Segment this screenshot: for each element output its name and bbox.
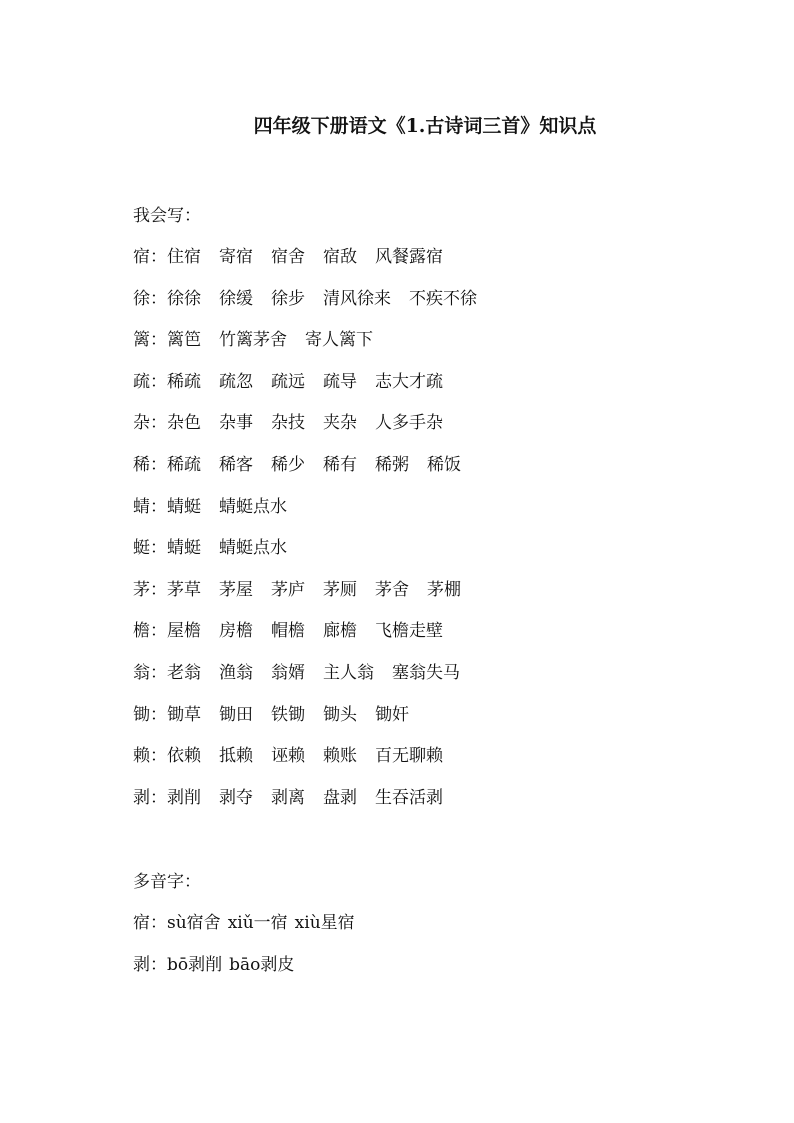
vocabulary-word: 稀粥 — [375, 455, 409, 475]
row-character: 檐 — [133, 621, 150, 642]
row-words — [167, 411, 443, 435]
vocabulary-word: 蜻蜓点水 — [219, 496, 287, 517]
row-words — [167, 495, 287, 519]
vocabulary-word: 稀客 — [219, 455, 253, 475]
vocabulary-word: 塞翁失马 — [392, 663, 460, 683]
word-row — [133, 287, 477, 311]
word-row — [133, 370, 443, 394]
row-colon: ： — [150, 371, 167, 392]
vocabulary-word: 茅庐 — [271, 579, 305, 600]
vocabulary-word: 稀饭 — [427, 455, 461, 475]
vocabulary-word: 徐缓 — [219, 288, 253, 309]
row-character: 疏 — [133, 371, 150, 392]
word-row — [133, 786, 443, 810]
row-colon: ： — [150, 954, 167, 975]
vocabulary-word: 风餐露宿 — [375, 247, 443, 267]
vocabulary-word: 茅厕 — [323, 579, 357, 600]
row-colon: ： — [150, 455, 167, 475]
vocabulary-word: 宿敌 — [323, 247, 357, 267]
vocabulary-word: 剥夺 — [219, 787, 253, 808]
vocabulary-word: 飞檐走壁 — [375, 621, 443, 642]
vocabulary-word: 蜻蜓点水 — [219, 538, 287, 559]
vocabulary-word: 茅草 — [167, 579, 201, 600]
vocabulary-word: 住宿 — [167, 247, 201, 267]
row-character: 翁 — [133, 663, 150, 683]
vocabulary-word: 夹杂 — [323, 413, 357, 434]
vocabulary-word: 竹篱茅舍 — [219, 330, 287, 351]
vocabulary-word: 稀有 — [323, 455, 357, 475]
vocabulary-word: 寄宿 — [219, 247, 253, 267]
row-colon: ： — [150, 787, 167, 808]
row-words — [167, 328, 373, 352]
vocabulary-word: 剥离 — [271, 787, 305, 808]
vocabulary-word: 翁婿 — [271, 663, 305, 683]
vocabulary-word: 蜻蜓 — [167, 538, 201, 559]
pronunciation-entry: bō剥削 — [167, 954, 223, 975]
vocabulary-word: 宿舍 — [271, 247, 305, 267]
vocabulary-word: 清风徐来 — [323, 288, 391, 309]
pronunciation-entry: bāo剥皮 — [229, 954, 295, 975]
row-colon: ： — [150, 913, 167, 933]
row-character: 赖 — [133, 746, 150, 767]
vocabulary-word: 铁锄 — [271, 704, 305, 725]
word-row — [133, 328, 373, 352]
vocabulary-word: 稀疏 — [167, 371, 201, 392]
pronunciation-list — [167, 953, 294, 977]
vocabulary-word: 稀少 — [271, 455, 305, 475]
vocabulary-word: 徐徐 — [167, 288, 201, 309]
vocabulary-word: 稀疏 — [167, 455, 201, 475]
vocabulary-word: 不疾不徐 — [409, 288, 477, 309]
word-row — [133, 245, 443, 269]
vocabulary-word: 帽檐 — [271, 621, 305, 642]
row-character: 徐 — [133, 288, 150, 309]
polyphone-row — [133, 911, 355, 935]
word-row — [133, 703, 409, 727]
pronunciation-entry: xiù星宿 — [294, 913, 355, 933]
word-row — [133, 453, 461, 477]
row-character: 蜓 — [133, 538, 150, 559]
row-words — [167, 661, 460, 685]
vocabulary-word: 人多手杂 — [375, 413, 443, 434]
row-colon: ： — [150, 247, 167, 267]
vocabulary-word: 寄人篱下 — [305, 330, 373, 351]
vocabulary-word: 渔翁 — [219, 663, 253, 683]
vocabulary-word: 疏导 — [323, 371, 357, 392]
vocabulary-word: 百无聊赖 — [375, 746, 443, 767]
row-character: 宿 — [133, 247, 150, 267]
vocabulary-word: 老翁 — [167, 663, 201, 683]
row-character: 蜻 — [133, 496, 150, 517]
vocabulary-word: 屋檐 — [167, 621, 201, 642]
vocabulary-word: 锄头 — [323, 704, 357, 725]
vocabulary-word: 赖账 — [323, 746, 357, 767]
row-character: 茅 — [133, 579, 150, 600]
row-character: 剥 — [133, 954, 150, 975]
word-row — [133, 744, 443, 768]
vocabulary-word: 茅棚 — [427, 579, 461, 600]
vocabulary-word: 杂技 — [271, 413, 305, 434]
vocabulary-word: 锄田 — [219, 704, 253, 725]
row-words — [167, 619, 443, 643]
vocabulary-word: 茅屋 — [219, 579, 253, 600]
row-words — [167, 453, 461, 477]
vocabulary-word: 疏远 — [271, 371, 305, 392]
vocabulary-word: 诬赖 — [271, 746, 305, 767]
vocabulary-word: 志大才疏 — [375, 371, 443, 392]
vocabulary-word: 锄奸 — [375, 704, 409, 725]
vocabulary-word: 茅舍 — [375, 579, 409, 600]
row-words — [167, 287, 477, 311]
vocabulary-word: 廊檐 — [323, 621, 357, 642]
row-character: 篱 — [133, 330, 150, 351]
write-section-heading: 我会写： — [133, 206, 201, 226]
polyphone-section-heading: 多音字： — [133, 872, 201, 892]
row-colon: ： — [150, 330, 167, 351]
row-colon: ： — [150, 538, 167, 559]
row-words — [167, 786, 443, 810]
pronunciation-entry: sù宿舍 — [167, 913, 221, 933]
row-colon: ： — [150, 496, 167, 517]
row-words — [167, 744, 443, 768]
word-row — [133, 578, 461, 602]
polyphone-row — [133, 953, 294, 977]
pronunciation-entry: xiǔ一宿 — [227, 913, 288, 933]
vocabulary-word: 依赖 — [167, 746, 201, 767]
row-words — [167, 578, 461, 602]
row-character: 杂 — [133, 413, 150, 434]
vocabulary-word: 徐步 — [271, 288, 305, 309]
vocabulary-word: 杂色 — [167, 413, 201, 434]
word-row — [133, 411, 443, 435]
row-words — [167, 703, 409, 727]
row-colon: ： — [150, 663, 167, 683]
vocabulary-word: 蜻蜓 — [167, 496, 201, 517]
vocabulary-word: 篱笆 — [167, 330, 201, 351]
word-row — [133, 495, 287, 519]
row-words — [167, 536, 287, 560]
row-colon: ： — [150, 413, 167, 434]
word-row — [133, 619, 443, 643]
vocabulary-word: 生吞活剥 — [375, 787, 443, 808]
row-colon: ： — [150, 288, 167, 309]
row-character: 宿 — [133, 913, 150, 933]
row-character: 锄 — [133, 704, 150, 725]
vocabulary-word: 杂事 — [219, 413, 253, 434]
word-row — [133, 661, 460, 685]
row-character: 剥 — [133, 787, 150, 808]
vocabulary-word: 疏忽 — [219, 371, 253, 392]
row-words — [167, 245, 443, 269]
row-colon: ： — [150, 579, 167, 600]
row-colon: ： — [150, 746, 167, 767]
row-colon: ： — [150, 704, 167, 725]
vocabulary-word: 抵赖 — [219, 746, 253, 767]
vocabulary-word: 房檐 — [219, 621, 253, 642]
vocabulary-word: 剥削 — [167, 787, 201, 808]
vocabulary-word: 主人翁 — [323, 663, 374, 683]
vocabulary-word: 锄草 — [167, 704, 201, 725]
row-words — [167, 370, 443, 394]
row-character: 稀 — [133, 455, 150, 475]
document-title: 四年级下册语文《1.古诗词三首》知识点 — [253, 115, 597, 137]
word-row — [133, 536, 287, 560]
row-colon: ： — [150, 621, 167, 642]
vocabulary-word: 盘剥 — [323, 787, 357, 808]
pronunciation-list — [167, 911, 355, 935]
